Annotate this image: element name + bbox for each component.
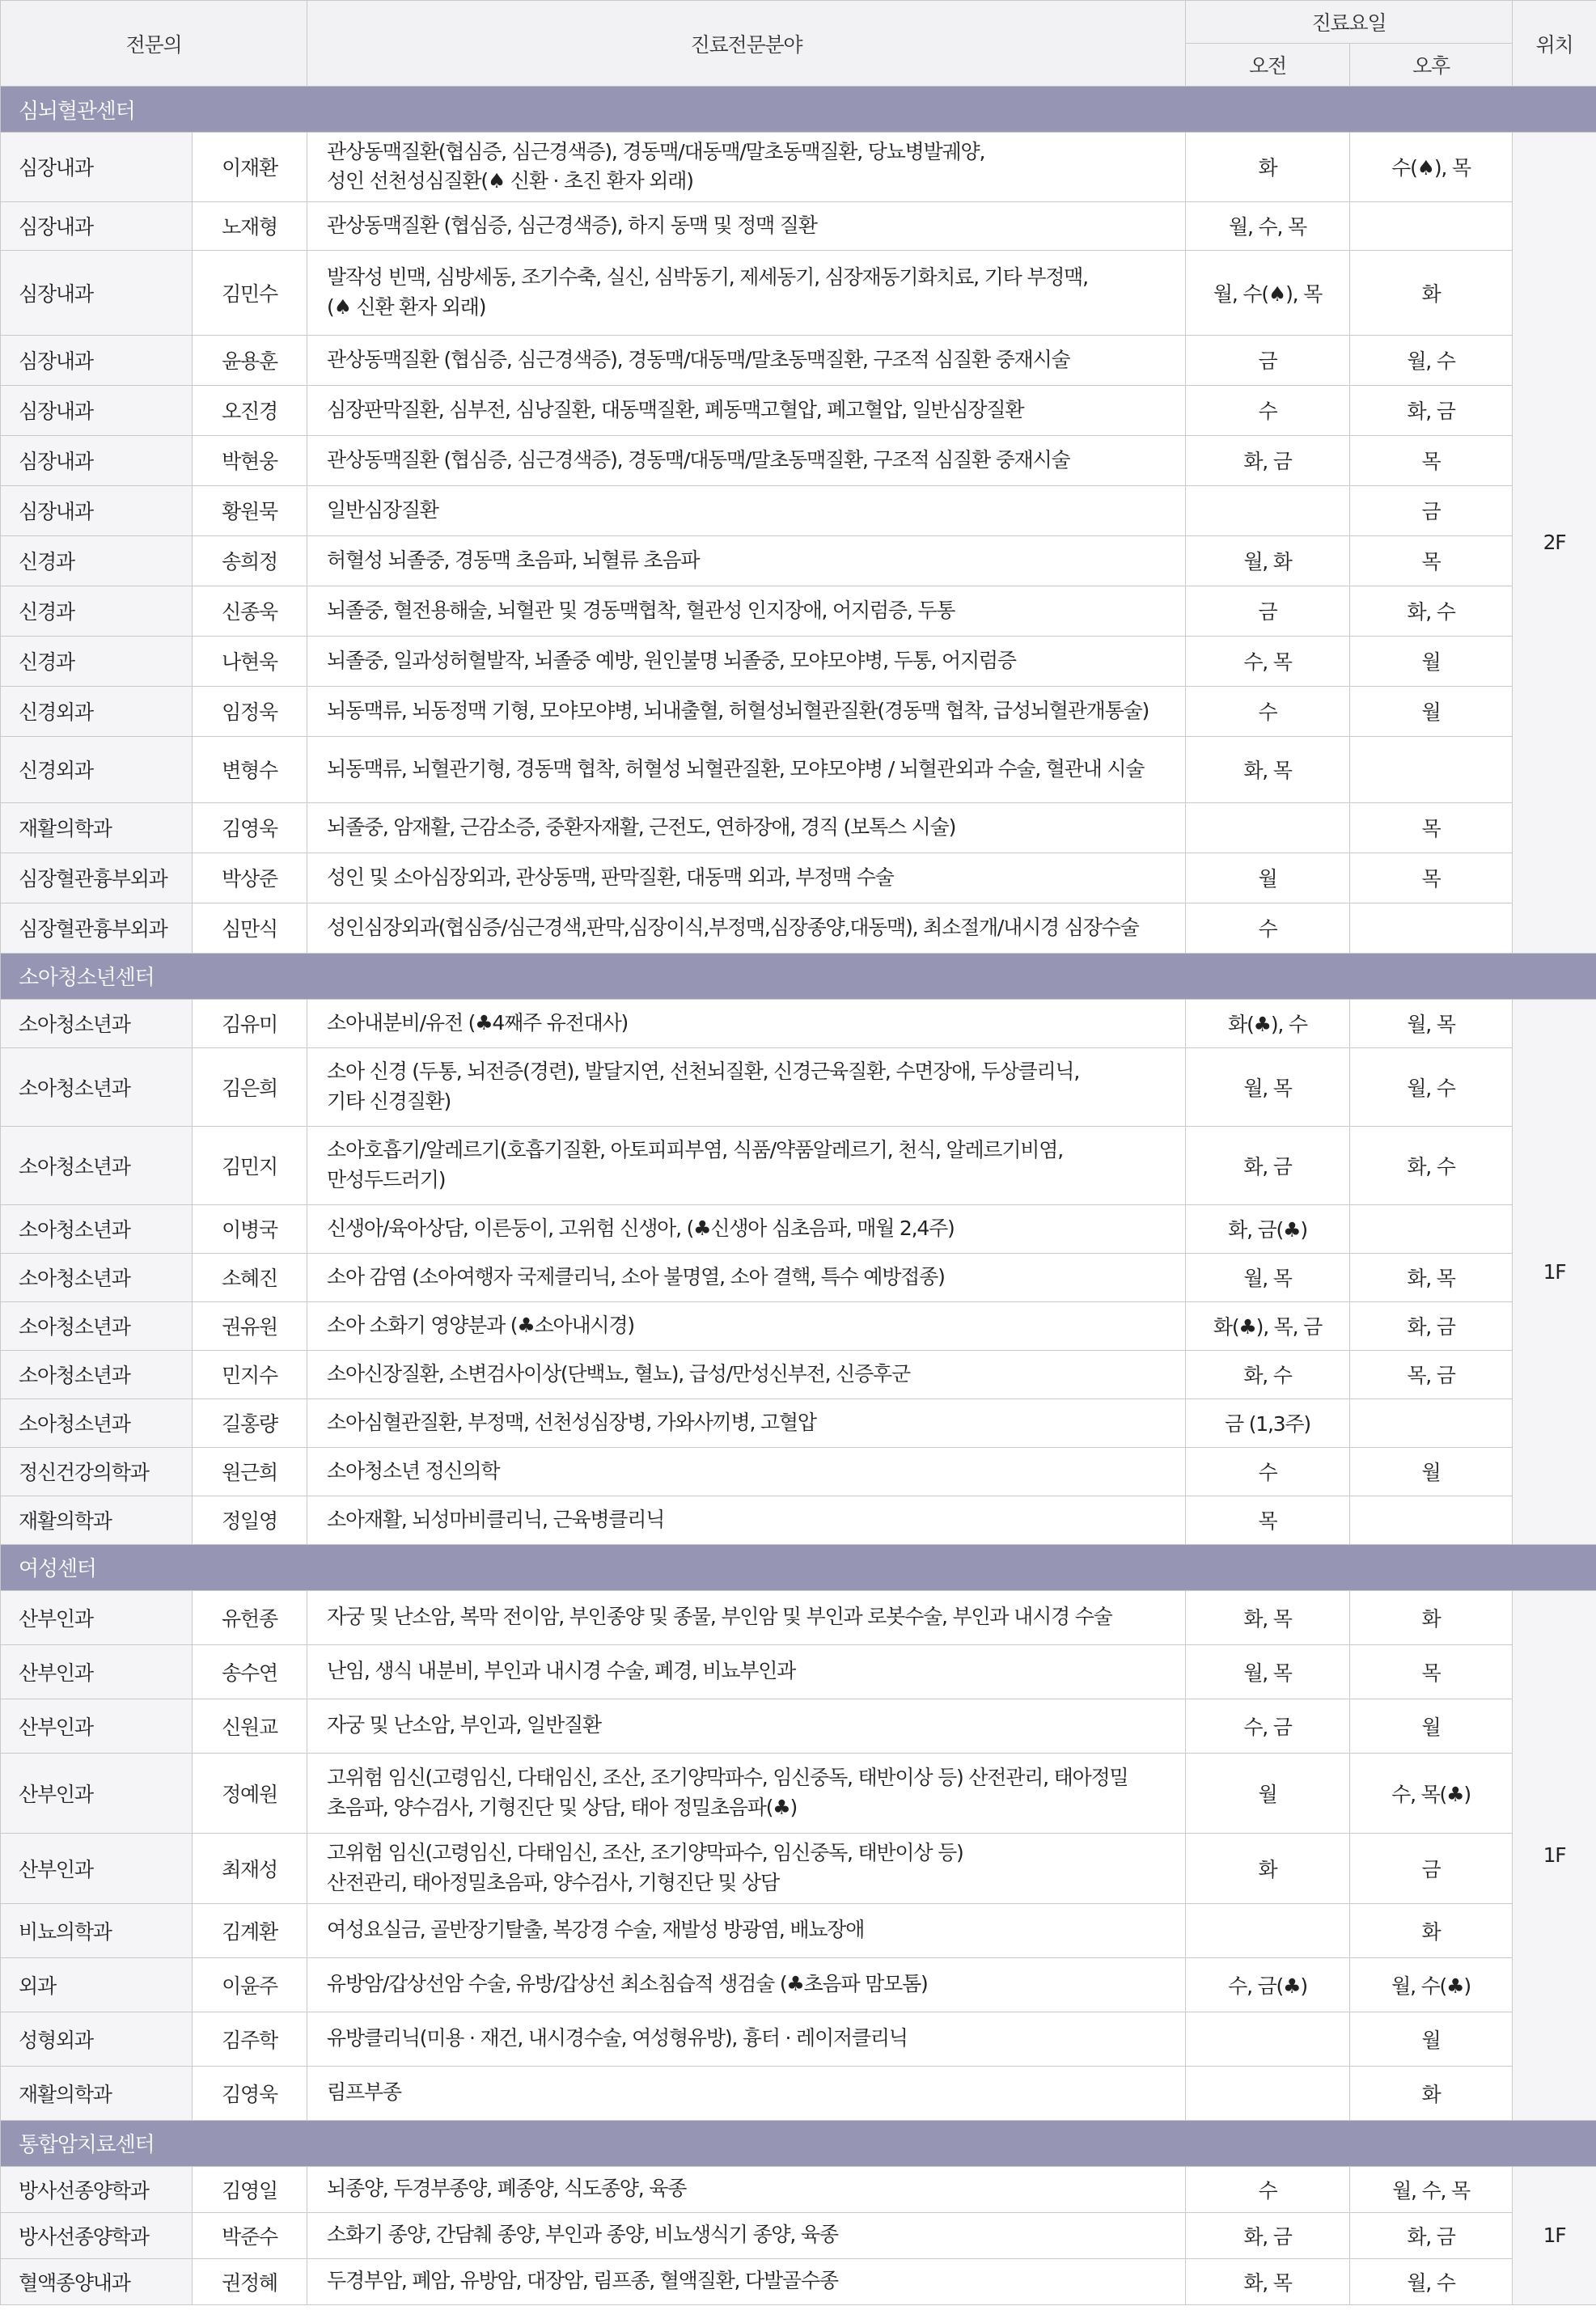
doctor-name: 노재형 bbox=[193, 201, 307, 250]
table-row bbox=[1, 853, 1596, 903]
morning-schedule: 수 bbox=[1186, 903, 1350, 953]
table-row bbox=[1, 2258, 1596, 2304]
morning-schedule: 월, 목 bbox=[1186, 1253, 1350, 1301]
specialty-cell: 뇌졸중, 혈전용해술, 뇌혈관 및 경동맥협착, 혈관성 인지장애, 어지럼증, 두통 bbox=[307, 586, 1186, 636]
table-row bbox=[1, 1590, 1596, 1644]
doctor-name: 이윤주 bbox=[193, 1957, 307, 2012]
doctor-name: 신원교 bbox=[193, 1699, 307, 1753]
afternoon-schedule: 월 bbox=[1350, 2012, 1513, 2066]
doctor-name: 김영욱 bbox=[193, 802, 307, 853]
department-cell: 심장혈관흉부외과 bbox=[1, 903, 193, 953]
afternoon-schedule: 화, 금 bbox=[1350, 1301, 1513, 1350]
department-cell: 방사선종양학과 bbox=[1, 2166, 193, 2212]
doctor-name: 김영일 bbox=[193, 2166, 307, 2212]
department-cell: 심장내과 bbox=[1, 435, 193, 485]
morning-schedule: 금 bbox=[1186, 335, 1350, 385]
section-title: 여성센터 bbox=[1, 1544, 1596, 1590]
specialty-cell: 뇌동맥류, 뇌혈관기형, 경동맥 협착, 허혈성 뇌혈관질환, 모야모야병 / 뇌혈관외과 수술, 혈관내 시술 bbox=[307, 736, 1186, 802]
specialty-cell: 자궁 및 난소암, 복막 전이암, 부인종양 및 종물, 부인암 및 부인과 로봇수술, 부인과 내시경 수술 bbox=[307, 1590, 1186, 1644]
doctor-name: 정예원 bbox=[193, 1753, 307, 1833]
doctor-name: 권유원 bbox=[193, 1301, 307, 1350]
table-row bbox=[1, 385, 1596, 435]
afternoon-schedule: 화 bbox=[1350, 250, 1513, 335]
specialty-cell: 성인심장외과(협심증/심근경색,판막,심장이식,부정맥,심장종양,대동맥), 최소절개/내시경 심장수술 bbox=[307, 903, 1186, 953]
doctor-name: 정일영 bbox=[193, 1496, 307, 1544]
floor-location: 2F bbox=[1513, 133, 1596, 954]
doctor-name: 황원묵 bbox=[193, 485, 307, 535]
department-cell: 소아청소년과 bbox=[1, 1301, 193, 1350]
department-cell: 산부인과 bbox=[1, 1590, 193, 1644]
morning-schedule: 월, 수(♠), 목 bbox=[1186, 250, 1350, 335]
department-cell: 산부인과 bbox=[1, 1644, 193, 1699]
table-row bbox=[1, 586, 1596, 636]
table-row bbox=[1, 1447, 1596, 1496]
morning-schedule: 월, 목 bbox=[1186, 1644, 1350, 1699]
morning-schedule: 금 bbox=[1186, 586, 1350, 636]
department-cell: 성형외과 bbox=[1, 2012, 193, 2066]
specialty-cell: 유방암/갑상선암 수술, 유방/갑상선 최소침습적 생검술 (♣초음파 맘모톰) bbox=[307, 1957, 1186, 2012]
doctor-name: 나현욱 bbox=[193, 636, 307, 686]
table-row bbox=[1, 2066, 1596, 2120]
doctor-name: 원근희 bbox=[193, 1447, 307, 1496]
afternoon-schedule: 월 bbox=[1350, 686, 1513, 736]
department-cell: 신경과 bbox=[1, 535, 193, 586]
doctor-name: 김영욱 bbox=[193, 2066, 307, 2120]
morning-schedule: 수 bbox=[1186, 1447, 1350, 1496]
afternoon-schedule bbox=[1350, 1496, 1513, 1544]
specialty-cell: 고위험 임신(고령임신, 다태임신, 조산, 조기양막파수, 임신중독, 태반이상 등) 산전관리, 태아정밀 초음파, 양수검사, 기형진단 및 상담, 태아 정밀초음파(♣) bbox=[307, 1753, 1186, 1833]
specialty-cell: 신생아/육아상담, 이른둥이, 고위험 신생아, (♣신생아 심초음파, 매월 2,4주) bbox=[307, 1204, 1186, 1253]
morning-schedule: 수, 금 bbox=[1186, 1699, 1350, 1753]
table-row bbox=[1, 686, 1596, 736]
specialty-cell: 소화기 종양, 간담췌 종양, 부인과 종양, 비뇨생식기 종양, 육종 bbox=[307, 2212, 1186, 2258]
table-row bbox=[1, 736, 1596, 802]
department-cell: 심장혈관흉부외과 bbox=[1, 853, 193, 903]
table-row bbox=[1, 1903, 1596, 1957]
doctor-name: 변형수 bbox=[193, 736, 307, 802]
table-row bbox=[1, 999, 1596, 1047]
specialty-cell: 뇌종양, 두경부종양, 폐종양, 식도종양, 육종 bbox=[307, 2166, 1186, 2212]
specialty-cell: 관상동맥질환(협심증, 심근경색증), 경동맥/대동맥/말초동맥질환, 당뇨병발궤양, 성인 선천성심질환(♠ 신환 · 초진 환자 외래) bbox=[307, 133, 1186, 202]
table-row bbox=[1, 2012, 1596, 2066]
department-cell: 비뇨의학과 bbox=[1, 1903, 193, 1957]
table-row bbox=[1, 1253, 1596, 1301]
morning-schedule: 월, 목 bbox=[1186, 1047, 1350, 1126]
doctor-name: 김민수 bbox=[193, 250, 307, 335]
table-row bbox=[1, 335, 1596, 385]
afternoon-schedule bbox=[1350, 1398, 1513, 1447]
afternoon-schedule: 월 bbox=[1350, 1447, 1513, 1496]
department-cell: 소아청소년과 bbox=[1, 1398, 193, 1447]
table-row bbox=[1, 201, 1596, 250]
afternoon-schedule: 화, 금 bbox=[1350, 2212, 1513, 2258]
doctor-name: 민지수 bbox=[193, 1350, 307, 1398]
specialty-cell: 소아호흡기/알레르기(호흡기질환, 아토피피부염, 식품/약품알레르기, 천식, 알레르기비염, 만성두드러기) bbox=[307, 1126, 1186, 1204]
department-cell: 소아청소년과 bbox=[1, 1253, 193, 1301]
table-row bbox=[1, 1753, 1596, 1833]
morning-schedule: 화, 목 bbox=[1186, 736, 1350, 802]
table-row bbox=[1, 1699, 1596, 1753]
department-cell: 신경외과 bbox=[1, 686, 193, 736]
specialty-cell: 여성요실금, 골반장기탈출, 복강경 수술, 재발성 방광염, 배뇨장애 bbox=[307, 1903, 1186, 1957]
header-doctor: 전문의 bbox=[1, 1, 307, 87]
afternoon-schedule: 목 bbox=[1350, 1644, 1513, 1699]
specialty-cell: 난임, 생식 내분비, 부인과 내시경 수술, 폐경, 비뇨부인과 bbox=[307, 1644, 1186, 1699]
afternoon-schedule bbox=[1350, 736, 1513, 802]
afternoon-schedule: 목, 금 bbox=[1350, 1350, 1513, 1398]
doctor-name: 김은희 bbox=[193, 1047, 307, 1126]
department-cell: 심장내과 bbox=[1, 335, 193, 385]
header-pm: 오후 bbox=[1350, 44, 1513, 87]
specialty-cell: 뇌동맥류, 뇌동정맥 기형, 모야모야병, 뇌내출혈, 허혈성뇌혈관질환(경동맥 협착, 급성뇌혈관개통술) bbox=[307, 686, 1186, 736]
department-cell: 산부인과 bbox=[1, 1699, 193, 1753]
department-cell: 소아청소년과 bbox=[1, 1126, 193, 1204]
morning-schedule: 수 bbox=[1186, 2166, 1350, 2212]
specialty-cell: 발작성 빈맥, 심방세동, 조기수축, 실신, 심박동기, 제세동기, 심장재동기화치료, 기타 부정맥, (♠ 신환 환자 외래) bbox=[307, 250, 1186, 335]
specialty-cell: 소아 소화기 영양분과 (♣소아내시경) bbox=[307, 1301, 1186, 1350]
afternoon-schedule bbox=[1350, 1204, 1513, 1253]
department-cell: 소아청소년과 bbox=[1, 1350, 193, 1398]
specialty-cell: 소아청소년 정신의학 bbox=[307, 1447, 1186, 1496]
specialty-cell: 림프부종 bbox=[307, 2066, 1186, 2120]
afternoon-schedule: 월, 목 bbox=[1350, 999, 1513, 1047]
afternoon-schedule: 목 bbox=[1350, 802, 1513, 853]
morning-schedule bbox=[1186, 1903, 1350, 1957]
afternoon-schedule bbox=[1350, 201, 1513, 250]
doctor-name: 김유미 bbox=[193, 999, 307, 1047]
doctor-name: 최재성 bbox=[193, 1833, 307, 1903]
doctor-name: 송수연 bbox=[193, 1644, 307, 1699]
afternoon-schedule: 화 bbox=[1350, 1590, 1513, 1644]
department-cell: 심장내과 bbox=[1, 133, 193, 202]
doctor-name: 유헌종 bbox=[193, 1590, 307, 1644]
table-row bbox=[1, 2166, 1596, 2212]
morning-schedule: 화, 금 bbox=[1186, 435, 1350, 485]
table-row bbox=[1, 1204, 1596, 1253]
morning-schedule: 수 bbox=[1186, 385, 1350, 435]
doctor-name: 소혜진 bbox=[193, 1253, 307, 1301]
afternoon-schedule: 화, 목 bbox=[1350, 1253, 1513, 1301]
header-am: 오전 bbox=[1186, 44, 1350, 87]
specialty-cell: 고위험 임신(고령임신, 다태임신, 조산, 조기양막파수, 임신중독, 태반이상 등) 산전관리, 태아정밀초음파, 양수검사, 기형진단 및 상담 bbox=[307, 1833, 1186, 1903]
afternoon-schedule: 월, 수 bbox=[1350, 2258, 1513, 2304]
morning-schedule: 화, 금(♣) bbox=[1186, 1204, 1350, 1253]
morning-schedule: 수, 목 bbox=[1186, 636, 1350, 686]
table-row bbox=[1, 1047, 1596, 1126]
table-row bbox=[1, 1496, 1596, 1544]
morning-schedule: 수 bbox=[1186, 686, 1350, 736]
morning-schedule bbox=[1186, 485, 1350, 535]
department-cell: 심장내과 bbox=[1, 385, 193, 435]
morning-schedule: 목 bbox=[1186, 1496, 1350, 1544]
afternoon-schedule: 수(♠), 목 bbox=[1350, 133, 1513, 202]
afternoon-schedule: 월, 수 bbox=[1350, 335, 1513, 385]
afternoon-schedule: 화 bbox=[1350, 2066, 1513, 2120]
morning-schedule: 화, 수 bbox=[1186, 1350, 1350, 1398]
morning-schedule: 화(♣), 목, 금 bbox=[1186, 1301, 1350, 1350]
department-cell: 재활의학과 bbox=[1, 1496, 193, 1544]
specialty-cell: 소아 신경 (두통, 뇌전증(경련), 발달지연, 선천뇌질환, 신경근육질환, 수면장애, 두상클리닉, 기타 신경질환) bbox=[307, 1047, 1186, 1126]
specialty-cell: 두경부암, 폐암, 유방암, 대장암, 림프종, 혈액질환, 다발골수종 bbox=[307, 2258, 1186, 2304]
afternoon-schedule: 화 bbox=[1350, 1903, 1513, 1957]
specialty-cell: 관상동맥질환 (협심증, 심근경색증), 경동맥/대동맥/말초동맥질환, 구조적 심질환 중재시술 bbox=[307, 335, 1186, 385]
doctor-name: 심만식 bbox=[193, 903, 307, 953]
afternoon-schedule: 화, 수 bbox=[1350, 586, 1513, 636]
afternoon-schedule: 목 bbox=[1350, 853, 1513, 903]
doctor-name: 권정혜 bbox=[193, 2258, 307, 2304]
morning-schedule: 수, 금(♣) bbox=[1186, 1957, 1350, 2012]
afternoon-schedule: 월, 수 bbox=[1350, 1047, 1513, 1126]
doctor-name: 박현웅 bbox=[193, 435, 307, 485]
afternoon-schedule: 월, 수(♣) bbox=[1350, 1957, 1513, 2012]
department-cell: 재활의학과 bbox=[1, 802, 193, 853]
afternoon-schedule: 월 bbox=[1350, 1699, 1513, 1753]
doctor-name: 신종욱 bbox=[193, 586, 307, 636]
table-row bbox=[1, 1350, 1596, 1398]
table-row bbox=[1, 1126, 1596, 1204]
table-row bbox=[1, 535, 1596, 586]
doctor-name: 김계환 bbox=[193, 1903, 307, 1957]
department-cell: 심장내과 bbox=[1, 485, 193, 535]
department-cell: 소아청소년과 bbox=[1, 999, 193, 1047]
table-row bbox=[1, 133, 1596, 202]
doctor-name: 길홍량 bbox=[193, 1398, 307, 1447]
specialty-cell: 소아내분비/유전 (♣4째주 유전대사) bbox=[307, 999, 1186, 1047]
section-header-row bbox=[1, 87, 1596, 133]
table-row bbox=[1, 435, 1596, 485]
afternoon-schedule: 수, 목(♣) bbox=[1350, 1753, 1513, 1833]
specialty-cell: 관상동맥질환 (협심증, 심근경색증), 경동맥/대동맥/말초동맥질환, 구조적 심질환 중재시술 bbox=[307, 435, 1186, 485]
specialty-cell: 일반심장질환 bbox=[307, 485, 1186, 535]
doctor-name: 송희정 bbox=[193, 535, 307, 586]
morning-schedule: 화, 금 bbox=[1186, 1126, 1350, 1204]
schedule-body bbox=[1, 87, 1596, 2305]
section-title: 소아청소년센터 bbox=[1, 953, 1596, 999]
afternoon-schedule: 화, 금 bbox=[1350, 385, 1513, 435]
table-row bbox=[1, 250, 1596, 335]
afternoon-schedule bbox=[1350, 903, 1513, 953]
floor-location: 1F bbox=[1513, 2166, 1596, 2304]
specialty-cell: 유방클리닉(미용 · 재건, 내시경수술, 여성형유방), 흉터 · 레이저클리닉 bbox=[307, 2012, 1186, 2066]
specialty-cell: 관상동맥질환 (협심증, 심근경색증), 하지 동맥 및 정맥 질환 bbox=[307, 201, 1186, 250]
specialty-cell: 뇌졸중, 일과성허혈발작, 뇌졸중 예방, 원인불명 뇌졸중, 모야모야병, 두통, 어지럼증 bbox=[307, 636, 1186, 686]
table-row bbox=[1, 636, 1596, 686]
afternoon-schedule: 화, 수 bbox=[1350, 1126, 1513, 1204]
department-cell: 신경과 bbox=[1, 586, 193, 636]
specialty-cell: 심장판막질환, 심부전, 심낭질환, 대동맥질환, 폐동맥고혈압, 폐고혈압, 일반심장질환 bbox=[307, 385, 1186, 435]
section-header-row bbox=[1, 2120, 1596, 2166]
header-location: 위치 bbox=[1513, 1, 1596, 87]
doctor-name: 이재환 bbox=[193, 133, 307, 202]
table-row bbox=[1, 1398, 1596, 1447]
department-cell: 심장내과 bbox=[1, 250, 193, 335]
department-cell: 외과 bbox=[1, 1957, 193, 2012]
afternoon-schedule: 목 bbox=[1350, 535, 1513, 586]
floor-location: 1F bbox=[1513, 999, 1596, 1544]
afternoon-schedule: 금 bbox=[1350, 1833, 1513, 1903]
doctor-name: 김민지 bbox=[193, 1126, 307, 1204]
table-row bbox=[1, 1301, 1596, 1350]
doctor-name: 이병국 bbox=[193, 1204, 307, 1253]
department-cell: 소아청소년과 bbox=[1, 1047, 193, 1126]
doctor-name: 오진경 bbox=[193, 385, 307, 435]
table-row bbox=[1, 1644, 1596, 1699]
doctor-name: 박상준 bbox=[193, 853, 307, 903]
department-cell: 산부인과 bbox=[1, 1753, 193, 1833]
department-cell: 신경과 bbox=[1, 636, 193, 686]
department-cell: 산부인과 bbox=[1, 1833, 193, 1903]
specialty-cell: 뇌졸중, 암재활, 근감소증, 중환자재활, 근전도, 연하장애, 경직 (보톡스 시술) bbox=[307, 802, 1186, 853]
table-row bbox=[1, 2212, 1596, 2258]
section-title: 심뇌혈관센터 bbox=[1, 87, 1596, 133]
specialty-cell: 성인 및 소아심장외과, 관상동맥, 판막질환, 대동맥 외과, 부정맥 수술 bbox=[307, 853, 1186, 903]
morning-schedule bbox=[1186, 802, 1350, 853]
afternoon-schedule: 월 bbox=[1350, 636, 1513, 686]
department-cell: 소아청소년과 bbox=[1, 1204, 193, 1253]
morning-schedule: 화, 목 bbox=[1186, 2258, 1350, 2304]
morning-schedule: 화(♣), 수 bbox=[1186, 999, 1350, 1047]
department-cell: 혈액종양내과 bbox=[1, 2258, 193, 2304]
department-cell: 재활의학과 bbox=[1, 2066, 193, 2120]
department-cell: 심장내과 bbox=[1, 201, 193, 250]
specialty-cell: 자궁 및 난소암, 부인과, 일반질환 bbox=[307, 1699, 1186, 1753]
header-specialty: 진료전문분야 bbox=[307, 1, 1186, 87]
afternoon-schedule: 금 bbox=[1350, 485, 1513, 535]
floor-location: 1F bbox=[1513, 1590, 1596, 2120]
afternoon-schedule: 목 bbox=[1350, 435, 1513, 485]
section-title: 통합암치료센터 bbox=[1, 2120, 1596, 2166]
table-row bbox=[1, 1957, 1596, 2012]
morning-schedule: 월 bbox=[1186, 853, 1350, 903]
department-cell: 방사선종양학과 bbox=[1, 2212, 193, 2258]
morning-schedule: 화 bbox=[1186, 133, 1350, 202]
doctor-name: 윤용훈 bbox=[193, 335, 307, 385]
section-header-row bbox=[1, 1544, 1596, 1590]
department-cell: 신경외과 bbox=[1, 736, 193, 802]
morning-schedule: 월, 수, 목 bbox=[1186, 201, 1350, 250]
specialty-cell: 허혈성 뇌졸중, 경동맥 초음파, 뇌혈류 초음파 bbox=[307, 535, 1186, 586]
table-row bbox=[1, 903, 1596, 953]
morning-schedule: 금 (1,3주) bbox=[1186, 1398, 1350, 1447]
specialty-cell: 소아 감염 (소아여행자 국제클리닉, 소아 불명열, 소아 결핵, 특수 예방접종) bbox=[307, 1253, 1186, 1301]
specialty-cell: 소아신장질환, 소변검사이상(단백뇨, 혈뇨), 급성/만성신부전, 신증후군 bbox=[307, 1350, 1186, 1398]
section-header-row bbox=[1, 953, 1596, 999]
morning-schedule: 화, 목 bbox=[1186, 1590, 1350, 1644]
doctor-name: 임정욱 bbox=[193, 686, 307, 736]
doctor-name: 김주학 bbox=[193, 2012, 307, 2066]
morning-schedule: 화, 금 bbox=[1186, 2212, 1350, 2258]
specialty-cell: 소아재활, 뇌성마비클리닉, 근육병클리닉 bbox=[307, 1496, 1186, 1544]
morning-schedule bbox=[1186, 2066, 1350, 2120]
morning-schedule bbox=[1186, 2012, 1350, 2066]
morning-schedule: 화 bbox=[1186, 1833, 1350, 1903]
specialty-cell: 소아심혈관질환, 부정맥, 선천성심장병, 가와사끼병, 고혈압 bbox=[307, 1398, 1186, 1447]
morning-schedule: 월 bbox=[1186, 1753, 1350, 1833]
table-row bbox=[1, 1833, 1596, 1903]
table-row bbox=[1, 485, 1596, 535]
morning-schedule: 월, 화 bbox=[1186, 535, 1350, 586]
table-row bbox=[1, 802, 1596, 853]
afternoon-schedule: 월, 수, 목 bbox=[1350, 2166, 1513, 2212]
header-days: 진료요일 bbox=[1186, 1, 1513, 44]
doctor-name: 박준수 bbox=[193, 2212, 307, 2258]
department-cell: 정신건강의학과 bbox=[1, 1447, 193, 1496]
